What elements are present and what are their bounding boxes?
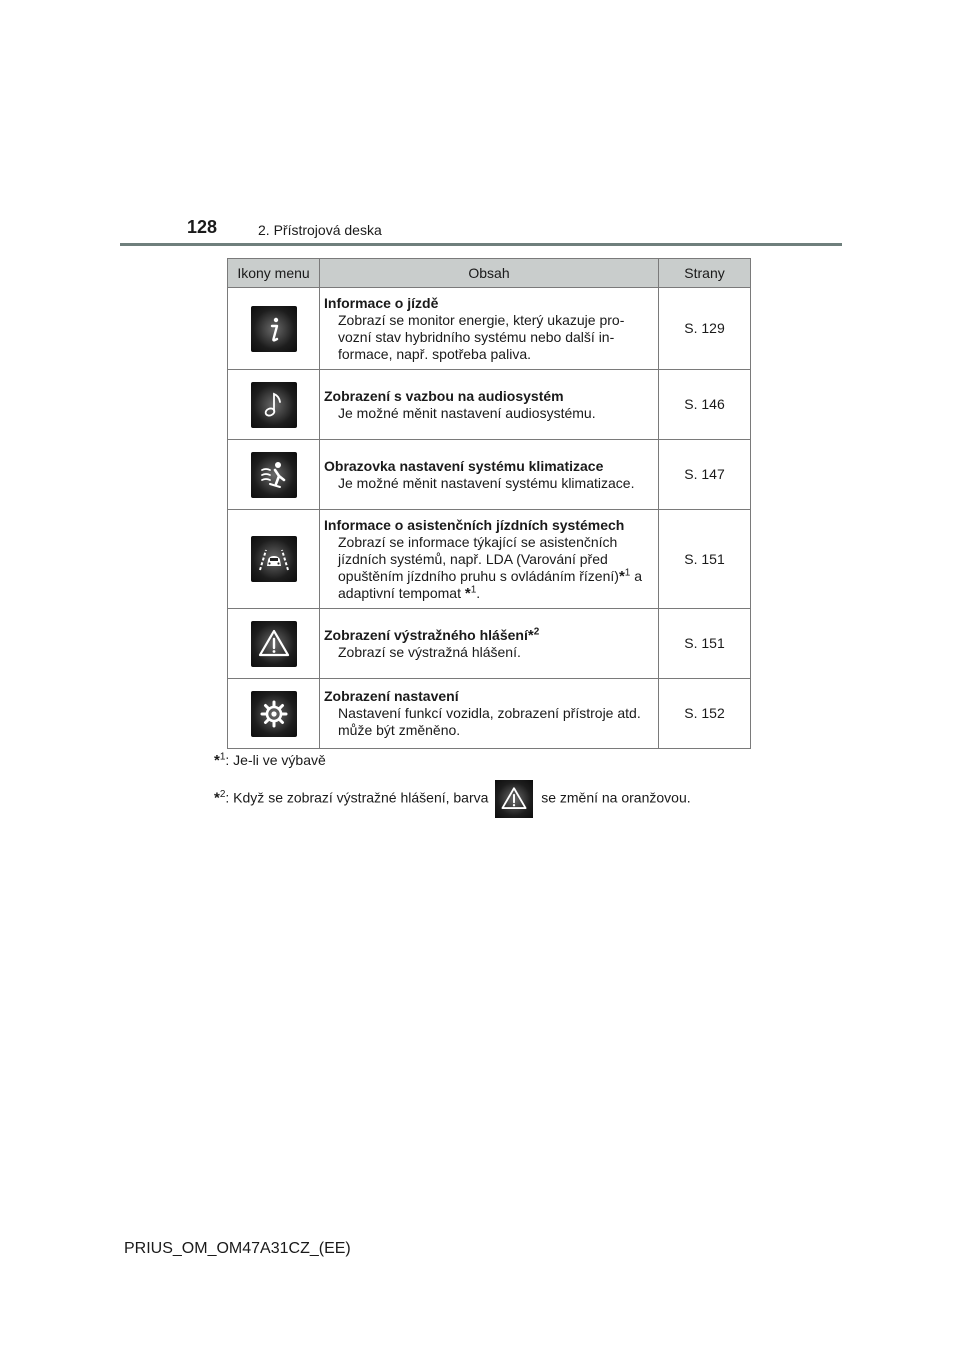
page-reference: S. 147 (659, 440, 751, 510)
header-rule (120, 243, 842, 246)
footnote-ref: 1 (470, 583, 477, 595)
footnote-number: 2 (219, 789, 226, 801)
item-title: Zobrazení s vazbou na audiosystém (324, 387, 564, 404)
column-header-icons: Ikony menu (228, 259, 320, 288)
item-description: Zobrazí se monitor energie, který ukazuje pro-vozní stav hybridního systému nebo další in-formace, např. spotřeba paliva. (338, 311, 625, 362)
item-title: Informace o jízdě (324, 294, 439, 311)
item-title-text: Zobrazení výstražného hlášení (324, 626, 528, 643)
item-description-part: a adaptivní tempomat (338, 567, 643, 601)
footnote-ref: 1 (624, 566, 631, 578)
footnote-text: : Je-li ve výbavě (225, 752, 326, 768)
item-description (324, 534, 656, 602)
climate-icon (251, 452, 297, 498)
item-title (324, 627, 656, 644)
page-reference: S. 151 (659, 609, 751, 679)
music-note-icon (251, 382, 297, 428)
footnote-star: * (527, 626, 534, 644)
footnote-text: se změní na oranžovou. (541, 789, 691, 806)
footnote-ref: 2 (533, 625, 540, 637)
page-reference: S. 129 (659, 288, 751, 370)
table-row (228, 679, 751, 749)
section-title: 2. Přístrojová deska (258, 222, 382, 238)
item-title: Informace o asistenčních jízdních systémech (324, 516, 625, 533)
table-row (228, 370, 751, 440)
footnote-2 (214, 780, 691, 818)
item-description: Nastavení funkcí vozidla, zobrazení přístroje atd. může být změněno. (338, 705, 641, 738)
warning-icon (251, 621, 297, 667)
footnote-star: * (214, 752, 220, 769)
column-header-pages: Strany (659, 259, 751, 288)
footnote-text: : Když se zobrazí výstražné hlášení, barva (225, 789, 489, 806)
page-reference: S. 146 (659, 370, 751, 440)
item-description: Je možné měnit nastavení systému klimatizace. (338, 474, 635, 491)
document-code: PRIUS_OM_OM47A31CZ_(EE) (124, 1240, 351, 1257)
driving-assist-icon (251, 536, 297, 582)
page-number: 128 (187, 217, 218, 237)
page-reference: S. 151 (659, 510, 751, 609)
table-row (228, 288, 751, 370)
table-header-row (228, 259, 751, 288)
info-icon (251, 306, 297, 352)
footnote-star: * (464, 584, 471, 602)
item-description-part: Zobrazí se informace týkající se asistenčních jízdních systémů, např. LDA (Varování před opuštěním jízdního pruhu s ovládáním řízení) (338, 533, 619, 584)
item-description: Zobrazí se výstražná hlášení. (338, 643, 521, 660)
footnote-1 (214, 752, 326, 769)
table-row (228, 510, 751, 609)
item-title: Obrazovka nastavení systému klimatizace (324, 457, 604, 474)
item-description-part: . (476, 584, 481, 601)
warning-icon (495, 780, 533, 818)
item-title: Zobrazení nastavení (324, 688, 459, 704)
menu-icons-table (227, 258, 751, 749)
footnote-number: 1 (219, 751, 226, 763)
item-description: Je možné měnit nastavení audiosystému. (338, 404, 596, 421)
table-row (228, 609, 751, 679)
column-header-content: Obsah (320, 259, 659, 288)
table-row (228, 440, 751, 510)
page-reference: S. 152 (659, 679, 751, 749)
gear-icon (251, 691, 297, 737)
footnote-star: * (618, 567, 625, 585)
footnote-star: * (214, 789, 220, 807)
